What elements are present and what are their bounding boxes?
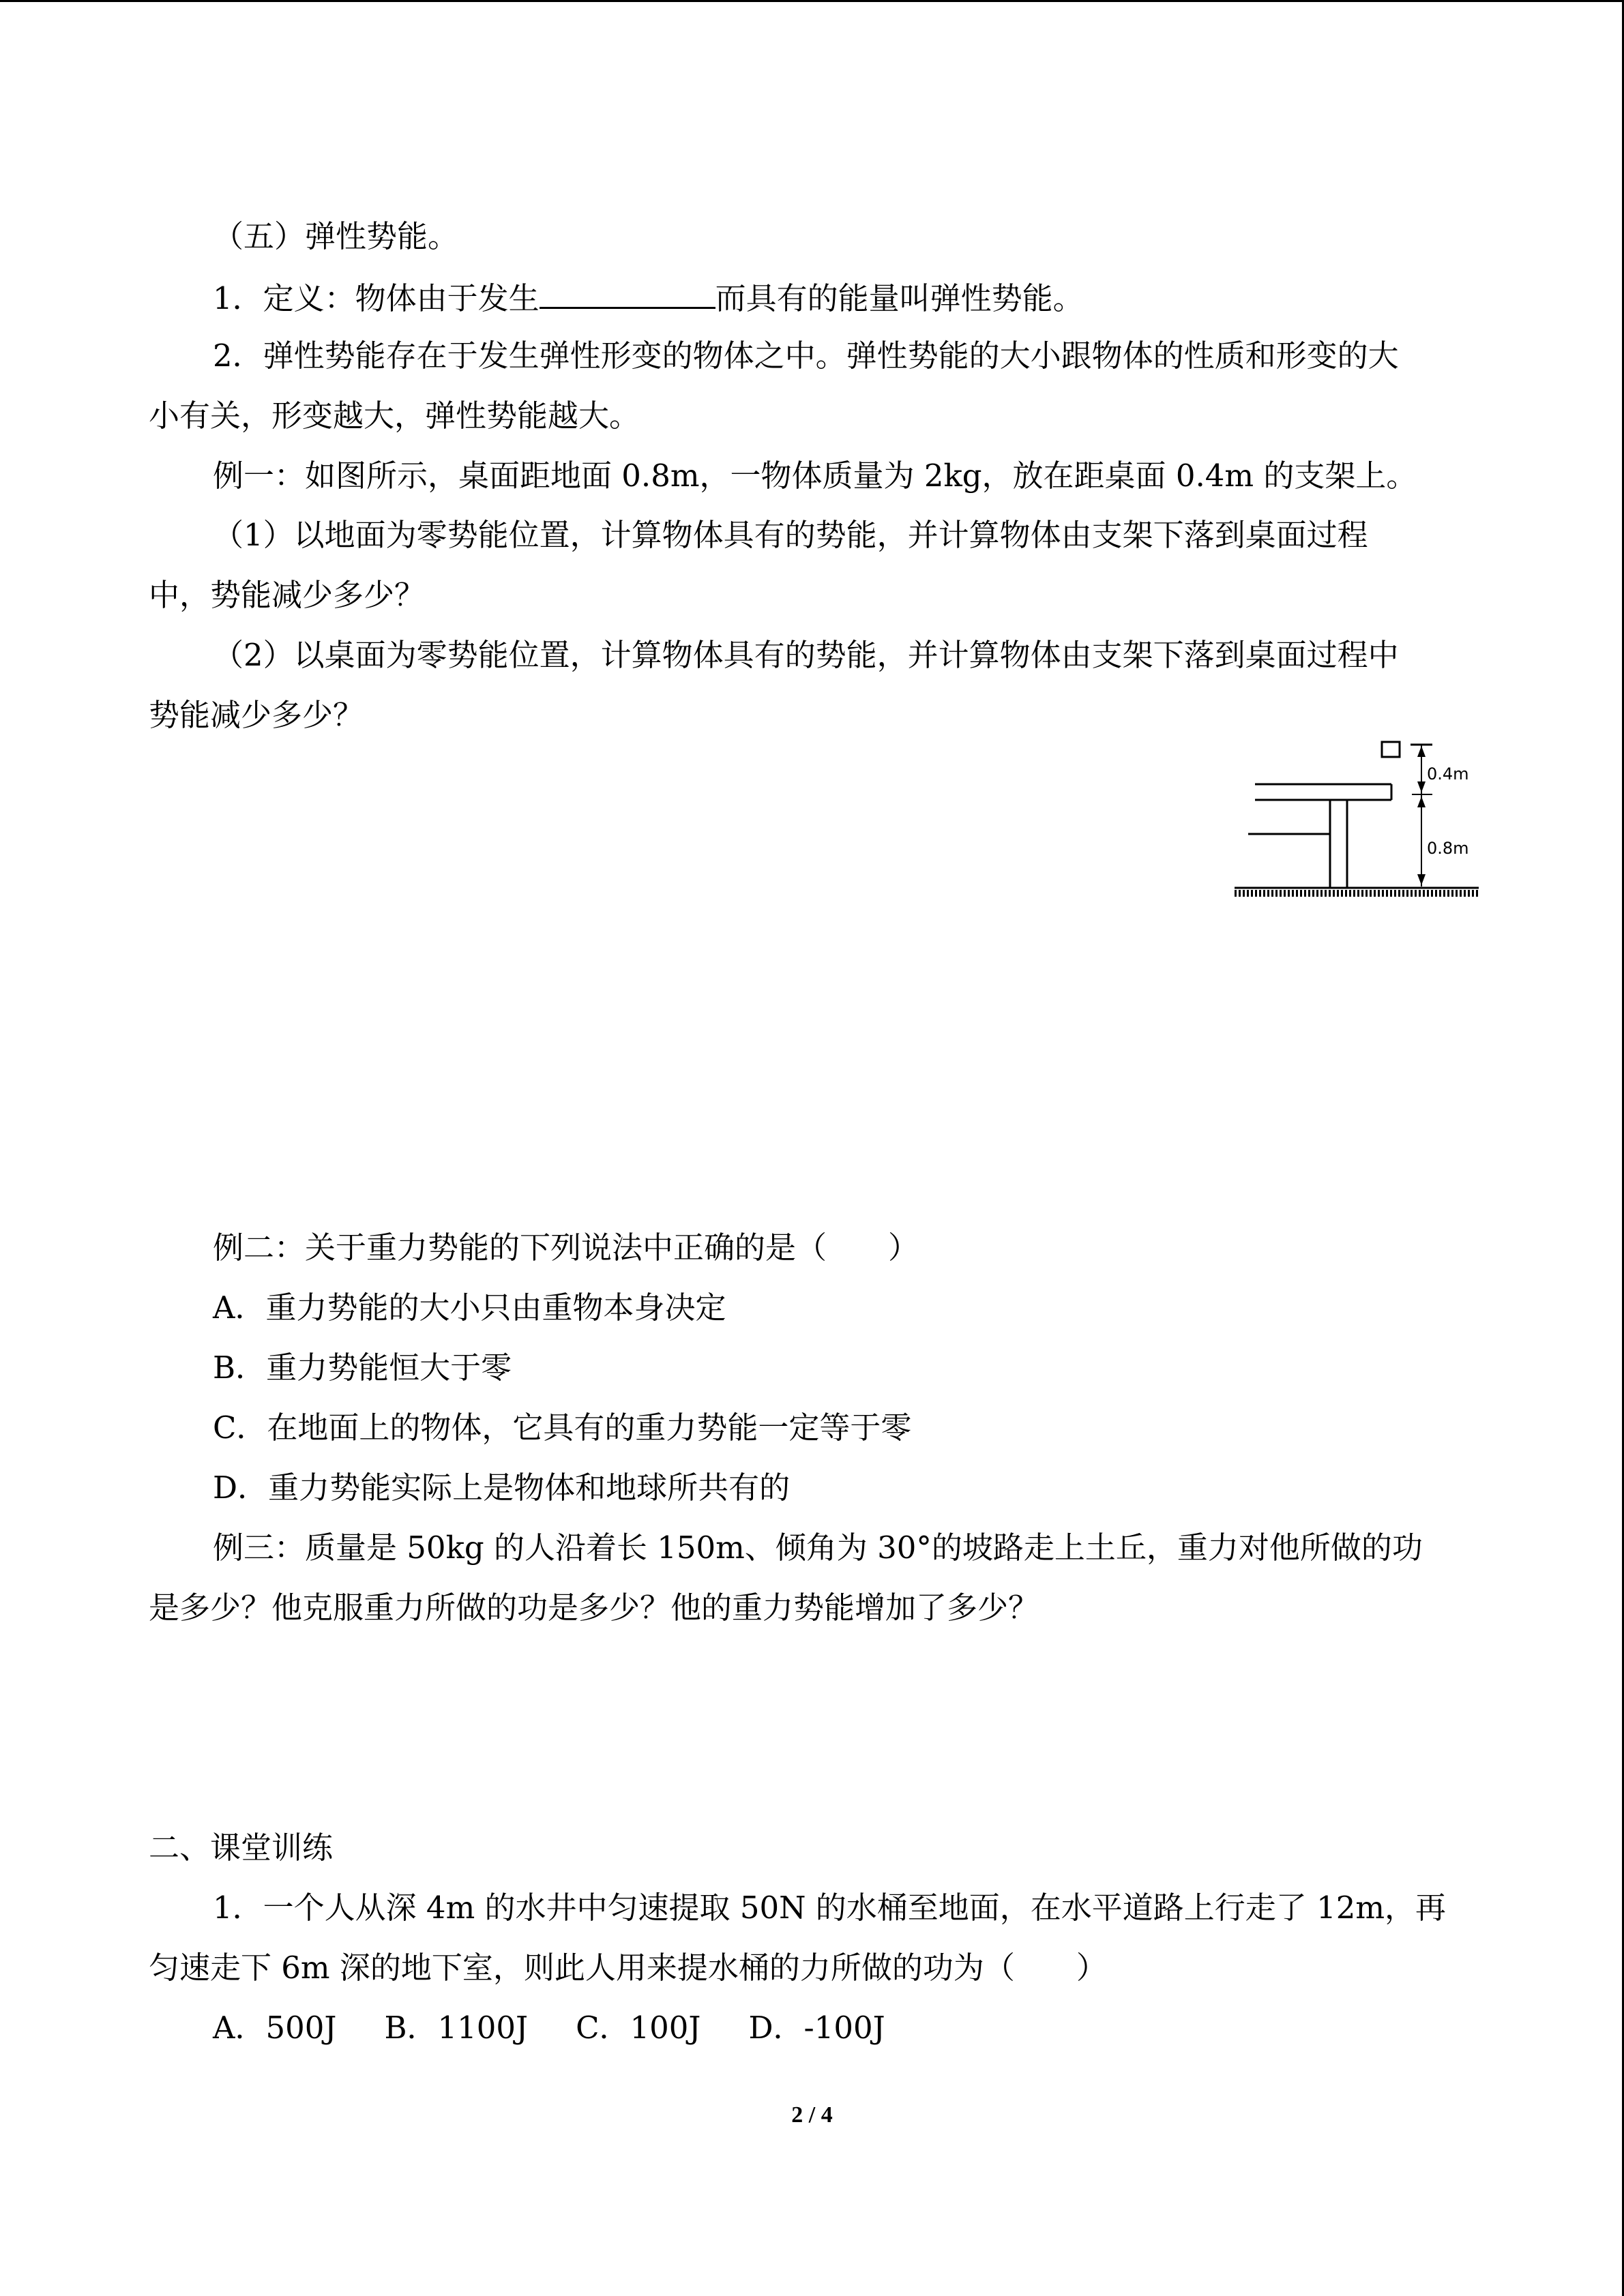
example-3-line-1: 例三：质量是 50kg 的人沿着长 150m、倾角为 30°的坡路走上土丘，重力对他所做的功 — [213, 1530, 1423, 1566]
label-0-8m: 0.8m — [1427, 839, 1469, 858]
definition-suffix: 而具有的能量叫弹性势能。 — [715, 280, 1084, 316]
practice-1-line-2: 匀速走下 6m 深的地下室，则此人用来提水桶的力所做的功为（ ） — [149, 1950, 1107, 1986]
fill-in-blank[interactable] — [540, 275, 715, 309]
practice-1-option-a: A．500J — [213, 2010, 337, 2046]
table-support-figure — [1228, 730, 1487, 914]
practice-1-option-d: D．-100J — [748, 2010, 885, 2046]
section-title-elastic: （五）弹性势能。 — [213, 218, 459, 254]
example-1-q2-line-2: 势能减少多少？ — [149, 697, 364, 733]
arrow-0-4m-top — [1417, 746, 1426, 757]
paragraph-2-line-1: 2．弹性势能存在于发生弹性形变的物体之中。弹性势能的大小跟物体的性质和形变的大 — [213, 338, 1399, 374]
example-2-option-c: C．在地面上的物体，它具有的重力势能一定等于零 — [213, 1410, 912, 1446]
label-0-4m: 0.4m — [1427, 764, 1469, 784]
example-2-option-a: A．重力势能的大小只由重物本身决定 — [213, 1289, 726, 1326]
top-border — [0, 0, 1624, 2]
section-title-practice: 二、课堂训练 — [149, 1830, 334, 1866]
example-1-q1-line-1: （1）以地面为零势能位置，计算物体具有的势能，并计算物体由支架下落到桌面过程 — [213, 517, 1368, 553]
practice-1-line-1: 1．一个人从深 4m 的水井中匀速提取 50N 的水桶至地面，在水平道路上行走了 12m，再 — [213, 1890, 1447, 1926]
example-3-line-2: 是多少？他克服重力所做的功是多少？他的重力势能增加了多少？ — [149, 1590, 1039, 1626]
example-1-q1-line-2: 中，势能减少多少？ — [149, 577, 426, 613]
example-2-option-d: D．重力势能实际上是物体和地球所共有的 — [213, 1470, 791, 1506]
example-2-option-b: B．重力势能恒大于零 — [213, 1350, 512, 1386]
example-2-stem: 例二：关于重力势能的下列说法中正确的是（ ） — [213, 1229, 919, 1266]
practice-1-option-b: B．1100J — [384, 2010, 529, 2046]
paragraph-2-line-2: 小有关，形变越大，弹性势能越大。 — [149, 398, 640, 434]
definition-line — [213, 275, 1084, 319]
practice-1-option-c: C．100J — [576, 2010, 701, 2046]
practice-1-options — [213, 2008, 885, 2048]
arrow-0-4m-bottom — [1417, 781, 1426, 792]
object-box — [1382, 742, 1400, 757]
example-1-stem: 例一：如图所示，桌面距地面 0.8m，一物体质量为 2kg，放在距桌面 0.4m 的支架上。 — [213, 458, 1417, 494]
example-1-q2-line-1: （2）以桌面为零势能位置，计算物体具有的势能，并计算物体由支架下落到桌面过程中 — [213, 637, 1399, 673]
arrow-0-8m-bottom — [1417, 874, 1426, 885]
definition-prefix: 1．定义：物体由于发生 — [213, 280, 540, 316]
arrow-0-8m-top — [1417, 796, 1426, 807]
page-number: 2 / 4 — [791, 2102, 833, 2128]
